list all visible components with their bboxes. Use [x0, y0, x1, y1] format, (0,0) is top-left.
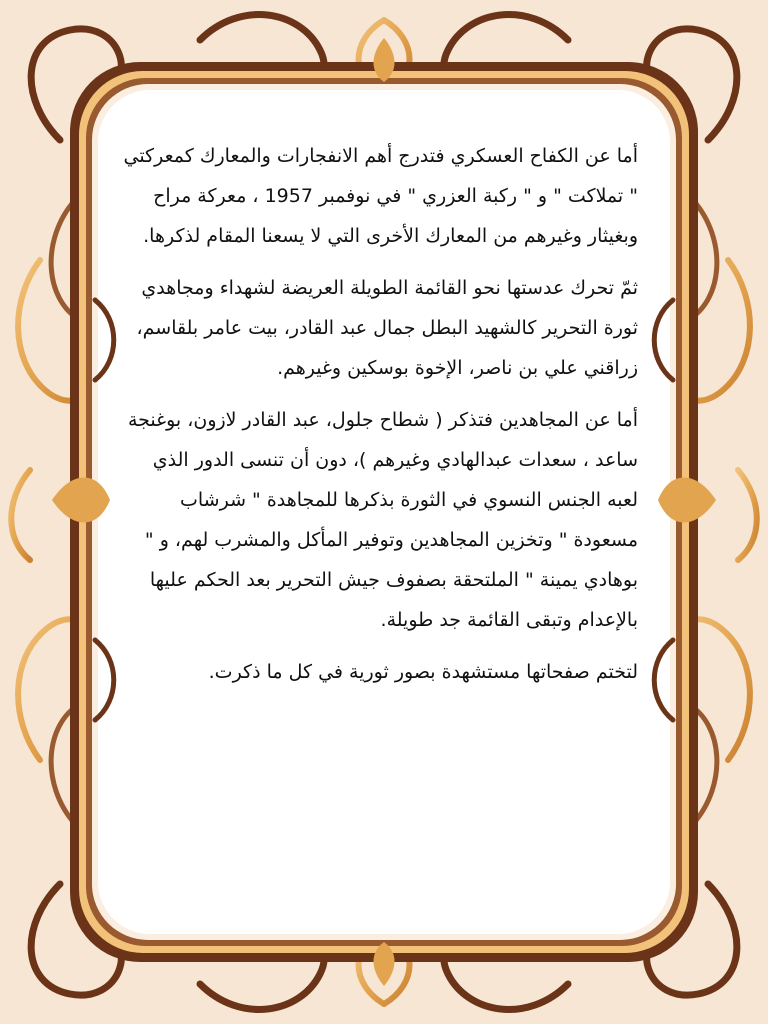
paragraph-1: أما عن الكفاح العسكري فتدرج أهم الانفجارات والمعارك كمعركتي " تملاكت " و " ركبة العزري " في نوفمبر 1957 ، معركة مراح وبغيثار وغيرهم من المعارك الأخرى التي لا يسعنا المقام لذكرها. [123, 145, 638, 247]
paragraph-2: ثمّ تحرك عدستها نحو القائمة الطويلة العريضة لشهداء ومجاهدي ثورة التحرير كالشهيد البطل جمال عبد القادر، بيت عامر بلقاسم، زراقني علي بن ناصر، الإخوة بوسكين وغيرهم. [136, 277, 638, 379]
paragraph-4: لتختم صفحاتها مستشهدة بصور ثورية في كل ما ذكرت. [208, 661, 638, 683]
article-text [118, 136, 638, 704]
paragraph-3: أما عن المجاهدين فتذكر ( شطاح جلول، عبد القادر لازون، بوغنجة ساعد ، سعدات عبدالهادي وغيرهم )، دون أن تنسى الدور الذي لعبه الجنس النسوي في الثورة بذكرها للمجاهدة " شرشاب مسعودة " وتخزين المجاهدين وتوفير المأكل والمشرب لهم، و " بوهادي يمينة " الملتحقة بصفوف جيش التحرير بعد الحكم عليها بالإعدام وتبقى القائمة جد طويلة. [127, 409, 638, 631]
